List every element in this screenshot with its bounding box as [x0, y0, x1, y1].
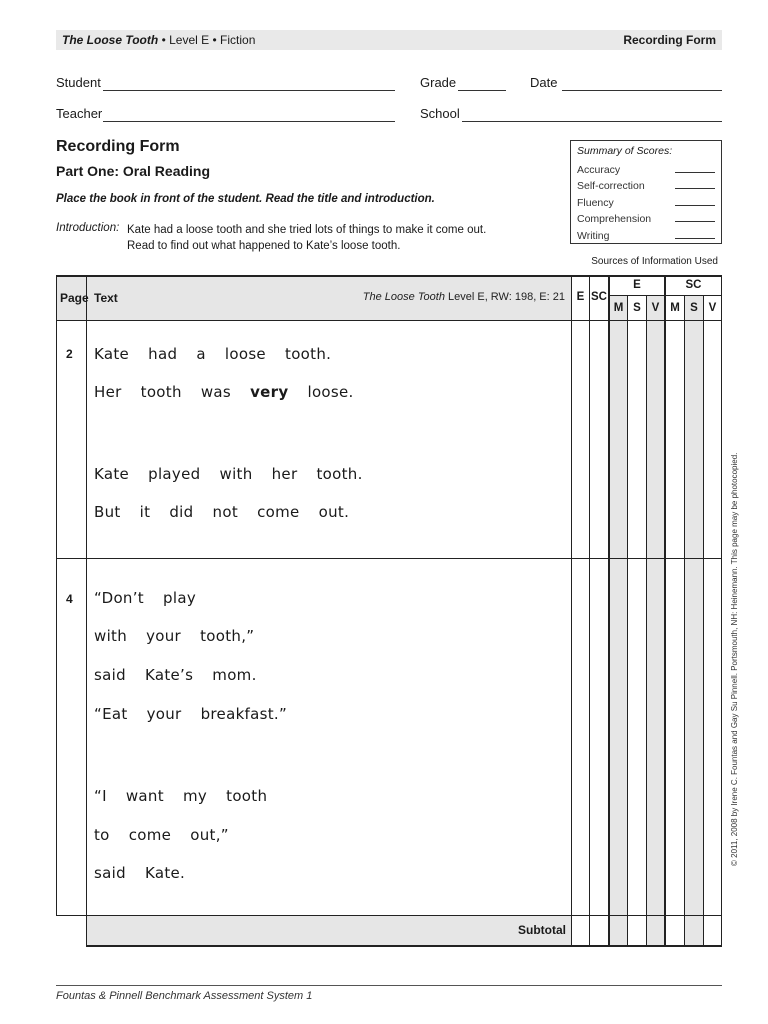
line-text: said Kate. [94, 864, 186, 882]
column-shade-sc-s [685, 296, 703, 945]
line-text: with your tooth,” [94, 627, 255, 645]
column-shade-e-v [646, 296, 664, 945]
msv-header: S [633, 302, 641, 314]
text-line [94, 826, 229, 844]
summary-title: Summary of Scores: [577, 145, 673, 157]
school-field[interactable] [462, 107, 722, 122]
header-book-title: The Loose Tooth [62, 33, 159, 47]
summary-row [577, 159, 715, 176]
msv-header: V [708, 302, 717, 314]
summary-blank[interactable] [675, 188, 715, 189]
summary-row [577, 225, 715, 242]
text-column-header: Text [94, 291, 118, 305]
summary-row [577, 192, 715, 209]
text-line [94, 787, 267, 805]
header-form-label: Recording Form [623, 33, 716, 47]
grade-field[interactable] [458, 76, 506, 91]
text-line [94, 383, 354, 401]
summary-row [577, 176, 715, 193]
text-line [94, 864, 185, 882]
summary-blank[interactable] [675, 238, 715, 239]
header-book-info: The Loose Tooth • Level E • Fiction [62, 33, 256, 47]
summary-label: Writing [577, 229, 610, 242]
line-text: Kate played with her tooth. [94, 465, 363, 483]
date-label: Date [530, 75, 558, 90]
line-text: “I want my tooth [94, 787, 268, 805]
col-divider-msv [684, 296, 685, 947]
table-header-bottom [56, 320, 722, 321]
line-text: Her tooth was [94, 383, 251, 401]
sc-group-header: SC [685, 279, 702, 291]
sources-label: Sources of Information Used [591, 256, 718, 267]
msv-header: M [613, 302, 624, 314]
row-divider [56, 915, 722, 916]
intro-line-1: Kate had a loose tooth and she tried lots of things to make it come out. [127, 224, 487, 236]
row-divider [56, 558, 722, 559]
subtotal-shade [87, 916, 571, 945]
footer-text: Fountas & Pinnell Benchmark Assessment System 1 [56, 990, 313, 1002]
line-text: loose. [288, 383, 354, 401]
student-field[interactable] [103, 76, 395, 91]
e-group-header: E [633, 279, 641, 291]
copyright-notice: © 2011, 2008 by Irene C. Fountas and Gay Su Pinnell. Portsmouth, NH: Heinemann. This page may be photocopied. [730, 452, 739, 866]
line-text: Kate had a loose tooth. [94, 345, 332, 363]
part-title: Part One: Oral Reading [56, 163, 211, 179]
column-shade-e-m [609, 296, 627, 945]
page-number: 2 [66, 347, 73, 361]
msv-header: S [690, 302, 698, 314]
text-line [94, 705, 287, 723]
header-genre: Fiction [220, 33, 256, 47]
col-divider-msv [646, 296, 647, 947]
book-reference-title: The Loose Tooth [362, 291, 445, 303]
sc-column-header: SC [591, 291, 607, 303]
line-text: “Don’t play [94, 589, 197, 607]
col-divider-msv [627, 296, 628, 947]
instruction: Place the book in front of the student. Read the title and introduction. [56, 193, 435, 205]
book-reference-info: Level E, RW: 198, E: 21 [448, 291, 565, 303]
line-text: said Kate’s mom. [94, 666, 257, 684]
table-top-border [56, 275, 722, 277]
summary-row [577, 209, 715, 226]
table-right-border [721, 275, 722, 947]
footer-divider [56, 985, 722, 986]
line-text: “Eat your breakfast.” [94, 705, 288, 723]
col-divider-msv [703, 296, 704, 947]
grade-label: Grade [420, 75, 457, 90]
text-line [94, 589, 196, 607]
summary-of-scores [570, 140, 722, 244]
col-divider-e [589, 275, 590, 947]
col-divider-text [571, 275, 572, 947]
page-number: 4 [66, 592, 73, 606]
emphasized-word: very [250, 383, 289, 401]
book-reference [363, 291, 565, 303]
summary-blank[interactable] [675, 172, 715, 173]
intro-line-2: Read to find out what happened to Kate’s loose tooth. [127, 240, 401, 252]
msv-header: V [651, 302, 660, 314]
msv-header: M [670, 302, 680, 314]
summary-blank[interactable] [675, 205, 715, 206]
text-line [94, 666, 257, 684]
text-line [94, 503, 349, 521]
summary-label: Accuracy [577, 163, 621, 176]
school-label: School [420, 106, 460, 121]
teacher-label: Teacher [56, 106, 103, 121]
line-text: to come out,” [94, 826, 229, 844]
summary-blank[interactable] [675, 221, 715, 222]
col-divider-sc [608, 275, 610, 947]
col-divider-page [86, 275, 87, 947]
student-label: Student [56, 75, 101, 90]
intro-text [127, 222, 486, 254]
text-line [94, 345, 331, 363]
summary-label: Comprehension [577, 213, 652, 225]
summary-label: Self-correction [577, 180, 645, 192]
col-divider-group [664, 275, 666, 947]
table-left-border [56, 275, 57, 916]
text-line [94, 627, 254, 645]
intro-label: Introduction: [56, 222, 120, 234]
e-column-header: E [576, 291, 585, 303]
teacher-field[interactable] [103, 107, 395, 122]
subtotal-label: Subtotal [518, 923, 566, 937]
text-line [94, 465, 363, 483]
header-bar [56, 30, 722, 50]
header-level: Level E [169, 33, 210, 47]
line-text: But it did not come out. [94, 503, 350, 521]
summary-label: Fluency [577, 196, 614, 209]
form-title: Recording Form [56, 138, 180, 155]
date-field[interactable] [562, 76, 722, 91]
page-column-header: Page [60, 291, 89, 305]
